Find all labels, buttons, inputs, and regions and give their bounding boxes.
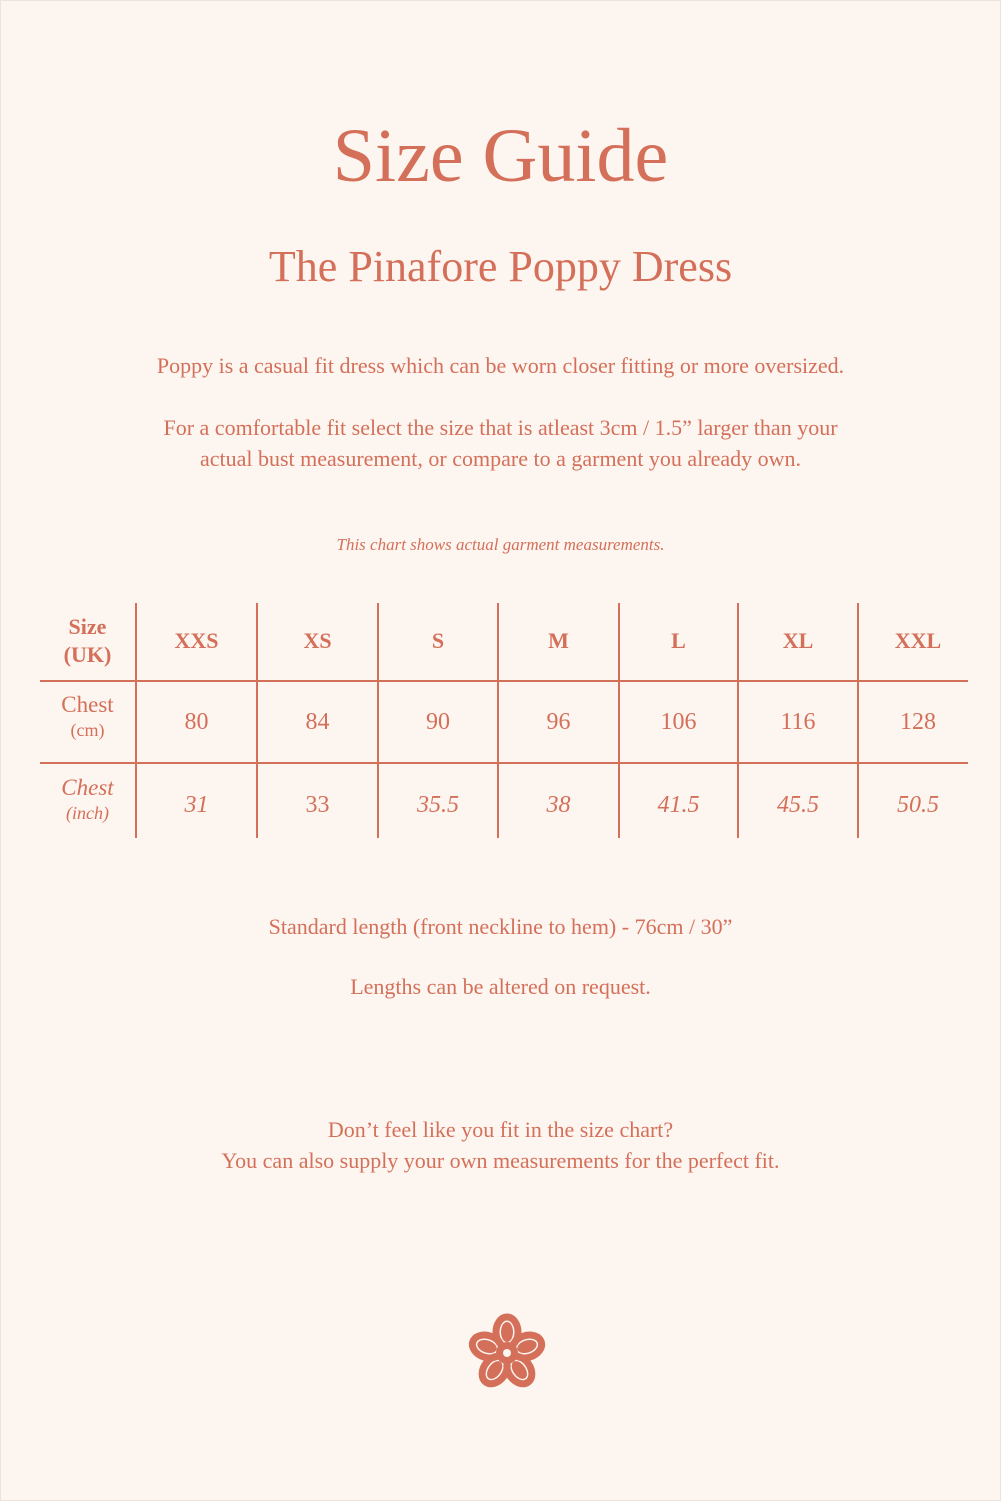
product-name: The Pinafore Poppy Dress (268, 242, 733, 291)
standard-length-note: Standard length (front neckline to hem) - 76cm / 30” (268, 914, 733, 939)
intro-text: Poppy is a casual fit dress which can be worn closer fitting or more oversized. (156, 353, 845, 378)
chest-inch-value: 31 (184, 792, 209, 818)
chest-cm-value: 90 (426, 709, 450, 735)
chest-cm-label (40, 692, 135, 742)
table-row-divider (40, 762, 968, 764)
size-uk-label-line-2: (UK) (63, 642, 112, 667)
size-table (40, 603, 968, 843)
custom-measurements-line-2: You can also supply your own measurements for the perfect fit. (221, 1148, 780, 1173)
chest-inch-label-line-2: (inch) (66, 803, 109, 823)
chest-cm-value: 84 (305, 709, 330, 735)
chest-inch-value: 35.5 (417, 792, 459, 818)
fit-advice (100, 412, 901, 474)
chest-cm-value: 96 (546, 709, 571, 735)
size-header: XL (782, 628, 814, 653)
size-header: XXS (174, 628, 219, 653)
chart-note: This chart shows actual garment measurements. (336, 535, 665, 554)
size-header: L (671, 628, 686, 653)
fit-advice-line-2: actual bust measurement, or compare to a garment you already own. (199, 446, 802, 471)
chest-inch-value: 45.5 (777, 792, 819, 818)
chest-inch-value: 41.5 (657, 792, 700, 818)
size-header: XS (303, 628, 332, 653)
chest-cm-label-line-2: (cm) (70, 720, 105, 740)
custom-measurements-line-1: Don’t feel like you fit in the size chart? (327, 1117, 674, 1142)
fit-advice-line-1: For a comfortable fit select the size that is atleast 3cm / 1.5” larger than your (163, 415, 838, 440)
size-uk-label (40, 613, 135, 669)
size-uk-label-line-1: Size (68, 614, 107, 639)
chest-cm-value: 116 (780, 709, 816, 735)
chest-cm-label-line-1: Chest (61, 692, 114, 717)
size-header: S (431, 628, 445, 653)
length-alteration-note: Lengths can be altered on request. (350, 974, 651, 999)
chest-inch-value: 50.5 (897, 792, 939, 818)
page-title: Size Guide (332, 114, 669, 198)
chest-cm-value: 80 (184, 709, 209, 735)
custom-measurements-note (0, 1114, 1001, 1176)
table-row-divider (40, 680, 968, 682)
chest-inch-value: 33 (305, 792, 330, 818)
flower-icon (466, 1312, 548, 1394)
chest-inch-value: 38 (546, 792, 571, 818)
chest-cm-value: 106 (660, 709, 697, 735)
chest-inch-label (40, 775, 135, 825)
chest-inch-label-line-1: Chest (61, 775, 114, 800)
flower-logo-svg (466, 1312, 548, 1394)
chest-cm-value: 128 (900, 709, 936, 735)
size-header: XXL (894, 628, 942, 653)
size-header: M (548, 628, 569, 653)
